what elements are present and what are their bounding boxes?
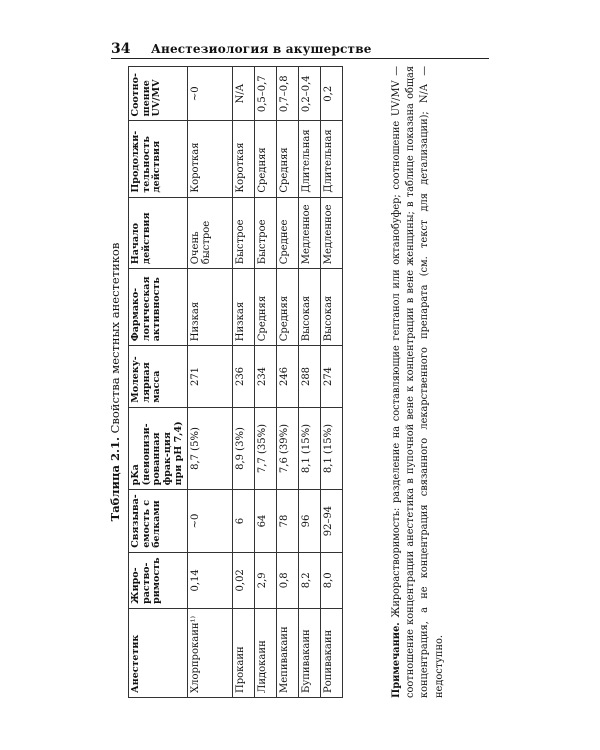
table-caption <box>108 62 122 702</box>
table-cell: Длительная <box>299 121 321 197</box>
table-cell: Короткая <box>233 121 255 197</box>
table-cell: 0,02 <box>233 552 255 608</box>
table-cell: 7,6 (39%) <box>277 407 299 490</box>
table-cell: Средняя <box>255 269 277 346</box>
table-cell: Низкая <box>188 269 233 346</box>
table-cell: 8,9 (3%) <box>233 407 255 490</box>
running-title: Анестезиология в акушерстве <box>151 42 372 56</box>
table-cell: 8,2 <box>299 552 321 608</box>
table-cell: Среднее <box>277 197 299 269</box>
page-number: 34 <box>111 41 131 57</box>
table-cell: Быстрое <box>233 197 255 269</box>
table-row <box>277 67 299 698</box>
table-row <box>321 67 343 698</box>
table-cell: ~0 <box>188 67 233 121</box>
table-cell: 8,1 (15%) <box>299 407 321 490</box>
table-cell: Высокая <box>321 269 343 346</box>
column-header: pKa (неионизи-рованная фрак-ция при pH 7,4) <box>129 407 188 490</box>
table-cell: Быстрое <box>255 197 277 269</box>
table-cell: Хлорпрокаин¹⁾ <box>188 608 233 697</box>
table-header-row <box>129 67 188 698</box>
table-cell: 2,9 <box>255 552 277 608</box>
column-header: Молеку-лярная масса <box>129 346 188 408</box>
table-cell: Средняя <box>277 269 299 346</box>
table-row <box>299 67 321 698</box>
table-cell: 8,1 (15%) <box>321 407 343 490</box>
column-header: Анестетик <box>129 608 188 697</box>
anesthetics-table <box>128 66 343 698</box>
table-cell: Длительная <box>321 121 343 197</box>
table-cell: 0,5–0,7 <box>255 67 277 121</box>
table-cell: Бупивакаин <box>299 608 321 697</box>
table-cell: Лидокаин <box>255 608 277 697</box>
table-cell: 8,0 <box>321 552 343 608</box>
table-cell: 6 <box>233 490 255 552</box>
rotated-table-block <box>108 62 498 702</box>
table-cell: N/A <box>233 67 255 121</box>
table-cell: Мепивакаин <box>277 608 299 697</box>
column-header: Продолжи-тельность действия <box>129 121 188 197</box>
table-cell: ~0 <box>188 490 233 552</box>
table-cell: 0,7–0,8 <box>277 67 299 121</box>
table-cell: 246 <box>277 346 299 408</box>
table-cell: 0,14 <box>188 552 233 608</box>
table-cell: Медленное <box>299 197 321 269</box>
table-cell: 0,2 <box>321 67 343 121</box>
table-cell: Медленное <box>321 197 343 269</box>
table-cell: 8,7 (5%) <box>188 407 233 490</box>
table-caption-number: Таблица 2.1. <box>108 437 122 522</box>
table-note <box>390 66 447 698</box>
column-header: Жиро-раство-римость <box>129 552 188 608</box>
table-cell: 78 <box>277 490 299 552</box>
note-label: Примечание. <box>391 622 402 698</box>
table-cell: 271 <box>188 346 233 408</box>
table-cell: 274 <box>321 346 343 408</box>
table-cell: Прокаин <box>233 608 255 697</box>
table-caption-text: Свойства местных анестетиков <box>108 242 122 434</box>
table-cell: 236 <box>233 346 255 408</box>
table-cell: 0,2–0,4 <box>299 67 321 121</box>
column-header: Соотно-шение UV/MV <box>129 67 188 121</box>
column-header: Связыва-емость с белками <box>129 490 188 552</box>
table-cell: Короткая <box>188 121 233 197</box>
note-text: Жирорастворимость: разделение на составляющие гептанол или октанобуфер; соотношение UV/MV — соотношение концентрации анестетика в пупочной вене к концентрации в вене женщины; в таблице показана общая концентрация, а не концентрация связанного лекарственного препарата (см. текст для детализации); N/A — недоступно. <box>391 66 445 698</box>
table-cell: 0,8 <box>277 552 299 608</box>
table-cell: Средняя <box>255 121 277 197</box>
table-cell: 92–94 <box>321 490 343 552</box>
table-cell: Высокая <box>299 269 321 346</box>
table-cell: 234 <box>255 346 277 408</box>
column-header: Начало действия <box>129 197 188 269</box>
table-cell: 64 <box>255 490 277 552</box>
table-cell: 7,7 (35%) <box>255 407 277 490</box>
column-header: Фармако-логическая активность <box>129 269 188 346</box>
table-cell: Низкая <box>233 269 255 346</box>
table-row <box>255 67 277 698</box>
table-cell: Ропивакаин <box>321 608 343 697</box>
table-cell: Очень быстрое <box>188 197 233 269</box>
table-cell: Средняя <box>277 121 299 197</box>
table-cell: 96 <box>299 490 321 552</box>
table-row <box>188 67 233 698</box>
table-cell: 288 <box>299 346 321 408</box>
table-row <box>233 67 255 698</box>
